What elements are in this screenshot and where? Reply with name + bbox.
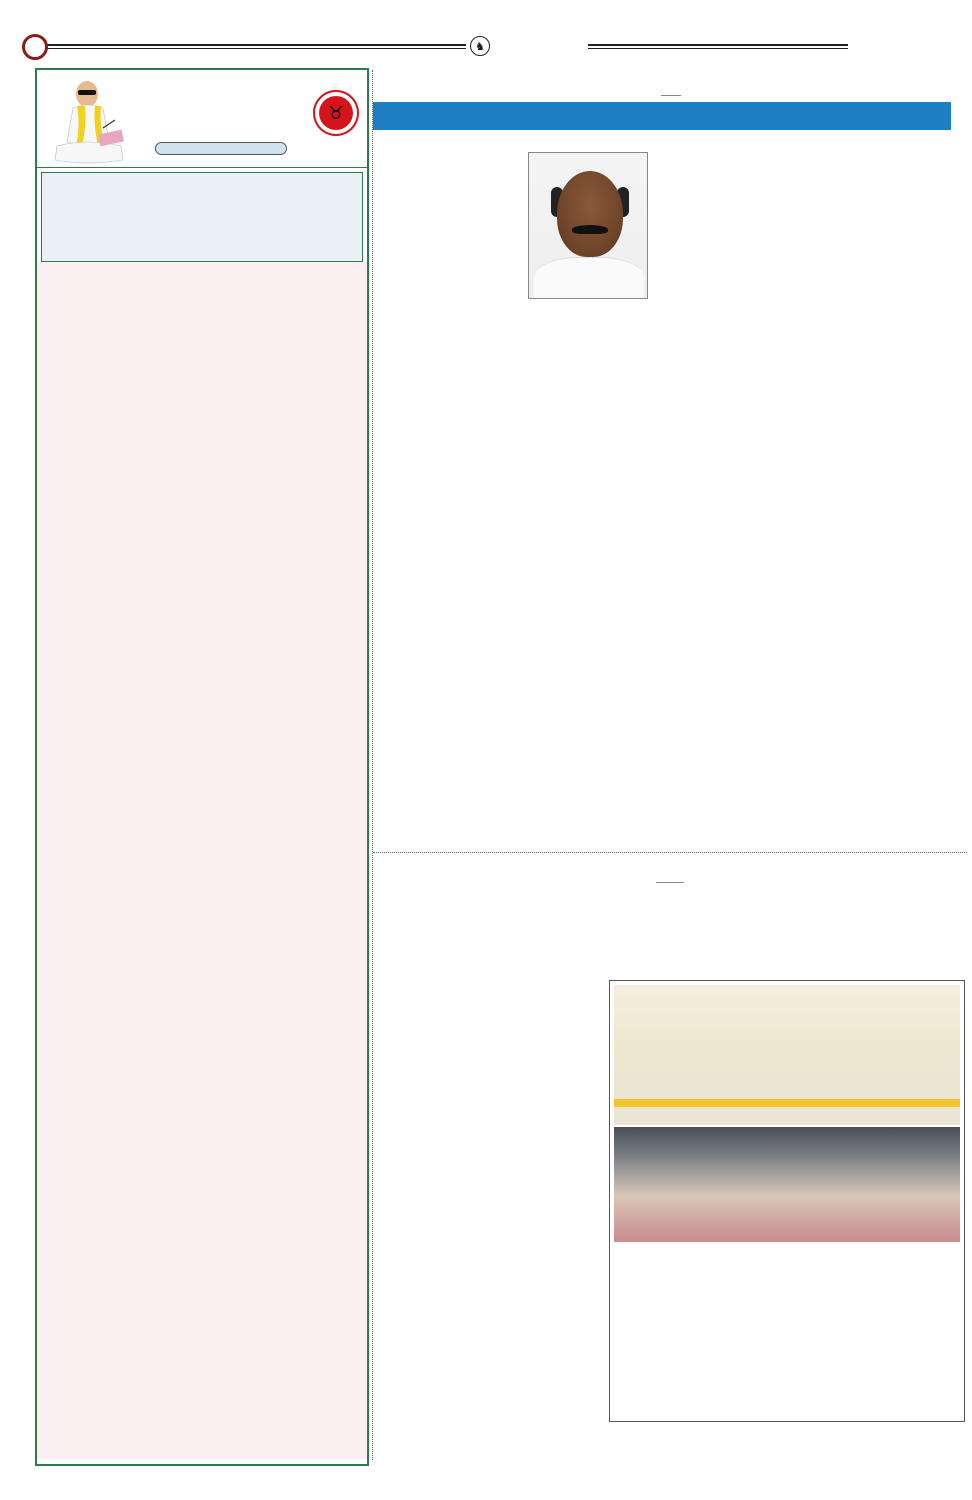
folio-rule-left	[46, 44, 466, 49]
party-emblem-icon: ♉	[313, 90, 359, 136]
main-subheadline-bar	[373, 102, 951, 130]
minister-photo	[528, 152, 648, 299]
page-folio	[18, 34, 958, 60]
folio-rule-right	[588, 44, 848, 49]
photo-face	[557, 171, 623, 257]
main-story-body	[373, 152, 967, 847]
photo-ribbon	[614, 1099, 960, 1107]
main-column-1	[377, 152, 519, 847]
kalaignar-illustration-icon	[51, 76, 127, 164]
editorial-column	[35, 68, 369, 1466]
main-kicker-text	[661, 74, 681, 96]
main-story-header	[373, 68, 968, 130]
second-story-body	[373, 952, 967, 1472]
photo-felicitation	[614, 985, 960, 1125]
editorial-body	[37, 262, 367, 1459]
photo-shirt	[534, 257, 644, 299]
folio-center	[470, 36, 494, 56]
main-column-3	[669, 152, 811, 847]
second-kicker	[373, 860, 967, 881]
photo-mustache	[572, 225, 608, 234]
group-photo	[609, 980, 965, 1422]
second-kicker-text	[656, 860, 684, 883]
murasoli-logo-icon: ♞	[470, 36, 490, 56]
photo-audience	[614, 1127, 960, 1242]
story-separator	[373, 852, 967, 853]
masthead	[37, 70, 367, 168]
editorial-headline	[41, 172, 363, 262]
main-column-2	[525, 304, 667, 847]
folio-edition-date	[863, 38, 875, 53]
main-kicker	[373, 74, 968, 94]
page-number	[22, 34, 48, 60]
main-column-4	[819, 152, 961, 847]
founder-line	[155, 142, 287, 155]
